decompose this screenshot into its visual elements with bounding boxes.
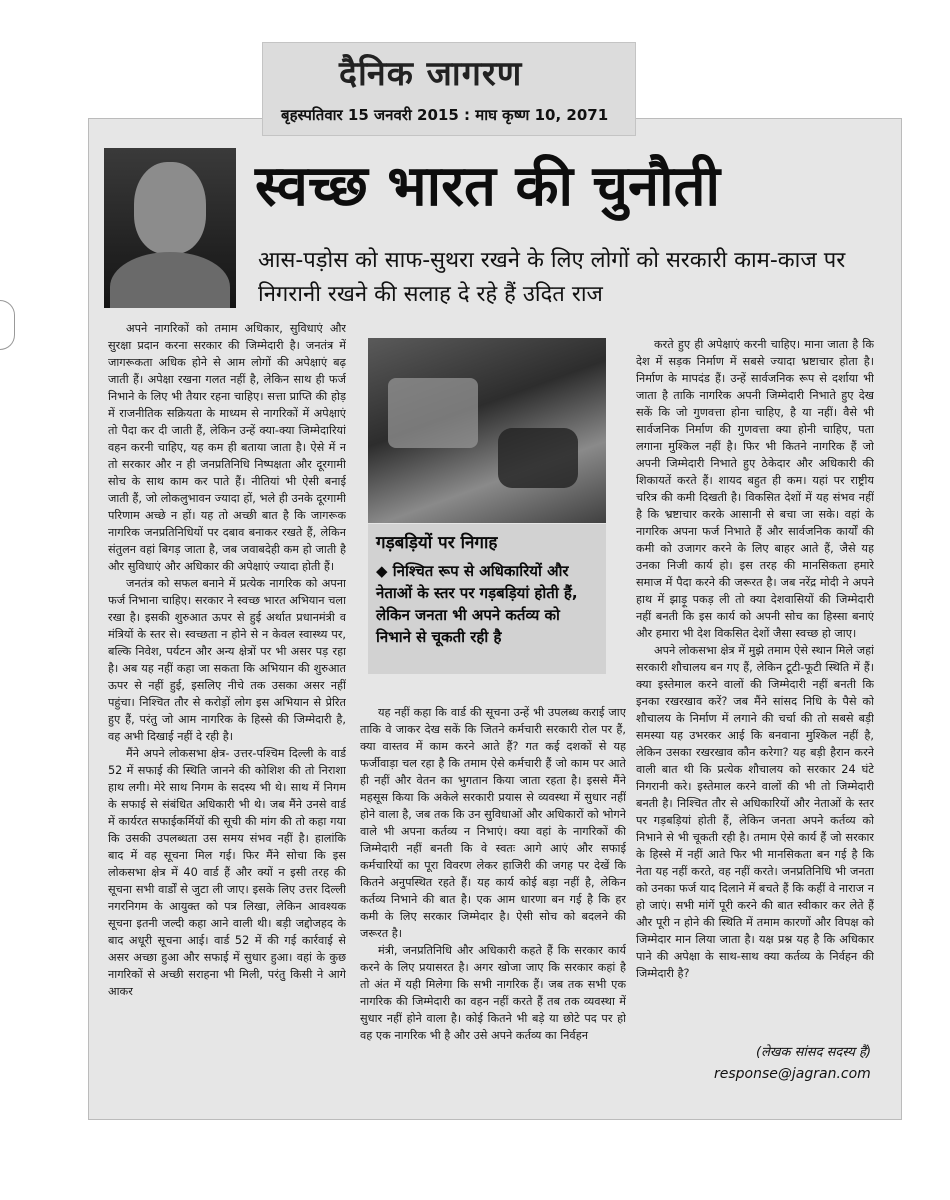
col3-para-1: करते हुए ही अपेक्षाएं करनी चाहिए। माना जाता है कि देश में सड़क निर्माण में सबसे ज्यादा भ्रष्टाचार होता है। निर्माण के मापदंड हैं। उन्हें सार्वजनिक रूप से दर्शाया भी जाता है ताकि नागरिक अपनी जिम्मेदारी निभाते हुए देख सकें कि जो गुणवत्ता होना चाहिए, है या नहीं। वैसे भी सार्वजनिक निर्माण की गुणवत्ता क्या होनी चाहिए, पता लगाना मुश्किल नहीं है। फिर भी कितने नागरिक हैं जो अपनी जिम्मेदारी निभाते हुए ठेकेदार और अधिकारी की शिकायतें करते हैं। शायद बहुत ही कम। यहां पर राष्ट्रीय चरित्र की कमी दिखती है। विकसित देशों में यह संभव नहीं है कि भ्रष्टाचार करके आसानी से बचा जा सके। वहां के नागरिक अपना फर्ज निभाते हैं और सार्वजनिक कार्यों की कमी को उजागर करने के लिए बाहर आते हैं, जैसे यह उनका निजी कार्य हो। इस तरह की मानसिकता हमारे समाज में पैदा करने की जरूरत है। जब नरेंद्र मोदी ने अपने हाथ में झाड़ू पकड़ ली तो क्या देशवासियों की जिम्मेदारी नहीं बनती कि इस कार्य को अपनी सोच का हिस्सा बनाएं और हमारा भी देश विकसित देशों जैसा स्वच्छ हो जाए। <box>636 338 874 640</box>
pullquote-title: गड़बड़ियों पर निगाह <box>376 533 498 553</box>
column-2 <box>360 704 626 1090</box>
col2-para-2: मंत्री, जनप्रतिनिधि और अधिकारी कहते हैं कि सरकार कार्य करने के लिए प्रयासरत है। अगर खोजा जाए कि सरकार कहां है तो अंत में यही मिलेगा कि सभी नागरिक हैं। जब तक सभी एक नागरिक की जिम्मेदारी का वहन नहीं करते हैं तब तक व्यवस्था में सुधार नहीं होने वाला है। कोई कितने भी बड़े या छोटे पद पर हो वह एक नागरिक भी है और उसे अपने कर्तव्य का निर्वहन <box>360 944 626 1042</box>
col1-para-1: अपने नागरिकों को तमाम अधिकार, सुविधाएं और सुरक्षा प्रदान करना सरकार की जिम्मेदारी है। जनतंत्र में जागरूकता अधिक होने से आम लोगों की अपेक्षाएं बढ़ जाती हैं। अपेक्षा रखना गलत नहीं है, लेकिन साथ ही फर्ज निभाने के लिए भी तैयार रहना चाहिए। सत्ता प्राप्ति की होड़ में राजनीतिक सक्रियता के माध्यम से नागरिकों में अपेक्षाएं तो पैदा कर दी जाती हैं, लेकिन उन्हें क्या-क्या जिम्मेदारियां वहन करनी चाहिए, यह कम ही बताया जाता है। ऐसे में न तो सरकार और न ही जनप्रतिनिधि निष्पक्षता और दूरगामी सोच के साथ काम कर पाते हैं। नीतियां भी ऐसी बनाई जाती हैं, जो लोकलुभावन ज्यादा हों, भले ही उनके दूरगामी परिणाम अच्छे न हों। यह तो अच्छी बात है कि जागरूक नागरिक जनप्रतिनिधियों पर दबाव बनाकर रखते हैं, लेकिन संतुलन वहां बिगड़ जाता है, जब जवाबदेही कम हो जाती है और सुविधाएं और अधिकार की अपेक्षाएं ज्यादा होती हैं। <box>108 322 346 573</box>
newspaper-logo: दैनिक जागरण <box>339 54 523 94</box>
punch-hole <box>0 300 15 350</box>
photo-debris-shape <box>388 378 478 448</box>
col1-para-2: जनतंत्र को सफल बनाने में प्रत्येक नागरिक को अपना फर्ज निभाना चाहिए। सरकार ने स्वच्छ भारत अभियान चला रखा है। इसकी शुरुआत ऊपर से हुई अर्थात प्रधानमंत्री व मंत्रियों के स्तर से। स्वच्छता न होने से न केवल स्वास्थ्य पर, बल्कि निवेश, पर्यटन और अन्य क्षेत्रों पर भी असर पड़ रहा है। अब यह नहीं कहा जा सकता कि अभियान की शुरुआत ऊपर से नहीं हुई, इसलिए नीचे तक उसका असर नहीं पहुंचा। निश्चित तौर से करोड़ों लोग इस अभियान से प्रेरित हुए हैं, परंतु जो आम नागरिक के हिस्से की जिम्मेदारी है, वह अभी दिखाई नहीं दे रही है। <box>108 577 346 743</box>
pullquote-box <box>368 524 606 674</box>
column-1 <box>108 320 346 1090</box>
photo-shadow-shape <box>498 428 578 488</box>
column-3 <box>636 336 874 1036</box>
road-photo <box>368 338 606 523</box>
article-subhead: आस-पड़ोस को साफ-सुथरा रखने के लिए लोगों को सरकारी काम-काज पर निगरानी रखने की सलाह दे रहे हैं उदित राज <box>258 248 846 307</box>
publication-date: बृहस्पतिवार 15 जनवरी 2015 : माघ कृष्ण 10, 2071 <box>281 106 609 124</box>
col2-para-1: यह नहीं कहा कि वार्ड की सूचना उन्हें भी उपलब्ध कराई जाए ताकि वे जाकर देख सकें कि जितने कर्मचारी सरकारी रोल पर हैं, क्या वास्तव में काम करने आते हैं? गत कई दशकों से यह फर्जीवाड़ा चल रहा है कि तमाम ऐसे कर्मचारी हैं जो काम पर आते ही नहीं और वेतन का भुगतान किया जाता रहता है। इससे मैंने महसूस किया कि अकेले सरकारी प्रयास से व्यवस्था में सुधार नहीं होने वाला है, जब तक कि उन सुविधाओं और अधिकारों को भोगने वाले भी अपना कर्तव्य न निभाएं। क्या वहां के नागरिकों की जिम्मेदारी नहीं बनती कि वे स्वतः आगे आएं और सफाई कर्मचारियों का पूरा विवरण लेकर हाजिरी की जगह पर देखें कि कितने अनुपस्थित रहते हैं। यह कार्य कोई बड़ा नहीं है, लेकिन कर्तव्य निभाने की बात है। एक आम धारणा बन गई है कि हर कमी के लिए सरकार जिम्मेदार है। ऐसी सोच को बदलने की जरूरत है। <box>360 706 626 940</box>
author-body-shape <box>110 252 230 308</box>
col3-para-2: अपने लोकसभा क्षेत्र में मुझे तमाम ऐसे स्थान मिले जहां सरकारी शौचालय बन गए हैं, लेकिन टूटी-फूटी स्थिति में हैं। क्या इस्तेमाल करने वालों की जिम्मेदारी नहीं बनती कि इनका रखरखाव करें? जब मैंने सांसद निधि के पैसे को शौचालय के निर्माण में लगाने की चर्चा की तो सबसे बड़ी समस्या यह उभरकर आई कि बनवाना मुश्किल नहीं है, लेकिन उसका रखरखाव कौन करेगा? यह बड़ी हैरान करने वाली बात थी कि प्रत्येक शौचालय को सरकार 24 घंटे निगरानी करे। इस्तेमाल करने वालों की भी तो जिम्मेदारी बनती है। निश्चित तौर से अधिकारियों और नेताओं के स्तर पर गड़बड़ियां होती हैं, लेकिन जनता अपने कर्तव्य को निभाने से भी चूकती रही है। तमाम ऐसे कार्य हैं जो सरकार के हिस्से में नहीं आते फिर भी मानसिकता बन गई है कि नेता यह नहीं करते, वह नहीं करते। जनप्रतिनिधि भी जनता को उनका फर्ज याद दिलाने में बचते हैं कि कहीं वे नाराज न हो जाएं। सभी मांगें पूरी करने की बात स्वीकार कर लेते हैं और पूरी न होने की स्थिति में तमाम कारणों और विपक्ष को जिम्मेदार मान लिया जाता है। यक्ष प्रश्न यह है कि अधिकार पाने की अपेक्षा के साथ-साथ क्या कर्तव्य के निर्वहन की जिम्मेदारी है? <box>636 644 874 980</box>
author-head-shape <box>134 162 206 254</box>
response-email: response@jagran.com <box>714 1066 871 1082</box>
author-photo <box>104 148 236 308</box>
article-headline: स्वच्छ भारत की चुनौती <box>255 154 721 219</box>
masthead <box>262 42 636 136</box>
pullquote-text: ◆ निश्चित रूप से अधिकारियों और नेताओं के स्तर पर गड़बड़ियां होती हैं, लेकिन जनता भी अपने कर्तव्य को निभाने से चूकती रही है <box>376 562 578 646</box>
author-byline: (लेखक सांसद सदस्य हैं) <box>756 1045 872 1060</box>
col1-para-3: मैंने अपने लोकसभा क्षेत्र- उत्तर-पश्चिम दिल्ली के वार्ड 52 में सफाई की स्थिति जानने की कोशिश की तो निराशा हाथ लगी। मेरे साथ निगम के सदस्य भी थे। साथ में निगम के सफाई से संबंधित अधिकारी भी थे। जब मैंने उनसे वार्ड में कार्यरत सफाईकर्मियों की सूची की मांग की तो कहा गया कि उसकी उपलब्धता उस समय संभव नहीं है। हालांकि बाद में वह सूचना मिल गई। फिर मैंने सोचा कि इस लोकसभा क्षेत्र में 40 वार्ड हैं और क्यों न इसी तरह की सूचना सभी वार्डों से जुटा ली जाए। इसके लिए उत्तर दिल्ली नगरनिगम के आयुक्त को पत्र लिखा, लेकिन आवश्यक सूचना इतनी जल्दी कहा आने वाली थी। बड़ी जद्दोजहद के बाद अधूरी सूचना आई। वार्ड 52 में की गई कार्रवाई से असर अच्छा हुआ और सफाई में सुधार हुआ। वहां के कुछ नागरिकों से अच्छी सराहना भी मिली, परंतु किसी ने आगे आकर <box>108 747 346 998</box>
